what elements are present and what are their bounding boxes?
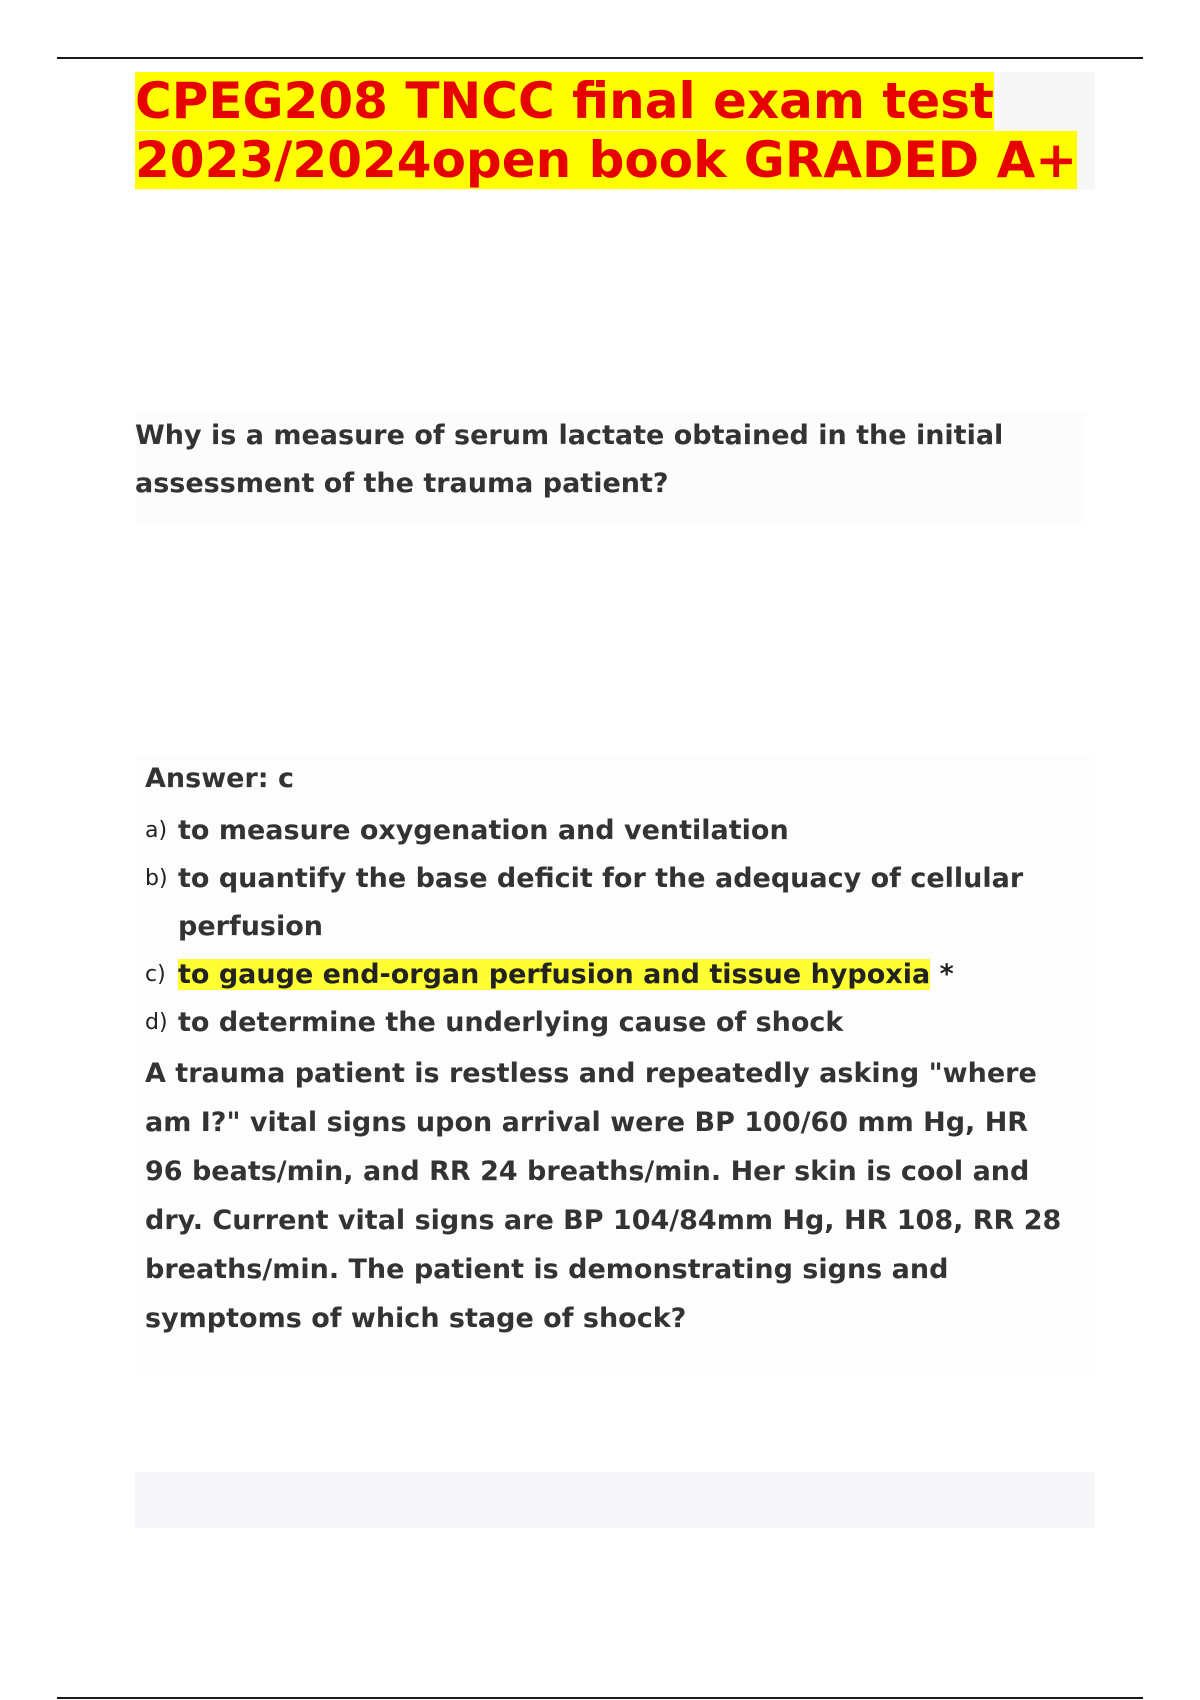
title-line-2: 2023/2024open book GRADED A+ — [135, 131, 1078, 189]
question-text: Why is a measure of serum lactate obtained in the initial assessment of the trauma patient? — [135, 420, 1004, 499]
option-c-letter: c) — [145, 962, 166, 987]
option-b — [145, 855, 1095, 951]
option-c — [145, 951, 1095, 999]
answer-block — [135, 755, 1095, 1375]
option-d — [145, 999, 1095, 1047]
correct-answer-marker: * — [939, 959, 954, 990]
title-line-1: CPEG208 TNCC final exam test — [135, 72, 994, 130]
option-a-text: to measure oxygenation and ventilation — [178, 815, 789, 846]
footer-band — [135, 1472, 1095, 1528]
option-b-letter: b) — [145, 866, 168, 891]
option-b-text: to quantify the base deficit for the adequacy of cellular perfusion — [178, 863, 1024, 942]
next-question-text: A trauma patient is restless and repeatedly asking "where am I?" vital signs upon arrival were BP 100/60 mm Hg, HR 96 beats/min, and RR 24 breaths/min. Her skin is cool and dry. Current vital signs are BP 104/84mm Hg, HR 108, RR 28 breaths/min. The patient is demonstrating signs and symptoms of which stage of shock? — [145, 1058, 1062, 1334]
top-rule — [57, 57, 1143, 59]
option-d-letter: d) — [145, 1010, 168, 1035]
option-a — [145, 807, 1095, 855]
bottom-rule — [57, 1697, 1143, 1699]
option-d-text: to determine the underlying cause of shock — [178, 1007, 844, 1038]
option-c-text-highlighted: to gauge end-organ perfusion and tissue hypoxia — [178, 959, 931, 990]
option-a-letter: a) — [145, 818, 168, 843]
question-block — [135, 412, 1085, 522]
document-title — [135, 72, 1095, 190]
answer-label: Answer: c — [145, 763, 294, 794]
